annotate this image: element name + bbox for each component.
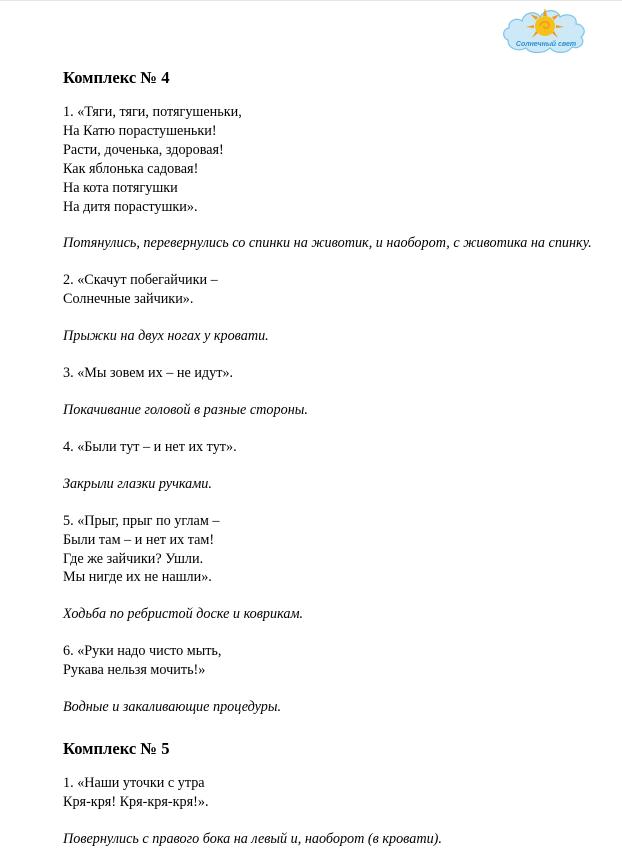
- verse-line: 6. «Руки надо чисто мыть,: [63, 643, 222, 660]
- complex-5-title: Комплекс № 5: [63, 738, 170, 758]
- complex-4-instruction-3: Покачивание головой в разные стороны.: [63, 401, 308, 418]
- complex-4-instruction-5: Ходьба по ребристой доске и коврикам.: [63, 606, 304, 623]
- logo-text: Солнечный свет: [515, 41, 577, 48]
- sun-cloud-logo-icon: [500, 2, 590, 56]
- verse-line: 1. «Тяги, тяги, потягушеньки,: [63, 104, 242, 120]
- verse-line: На дитя порастушки».: [63, 198, 198, 215]
- verse-line: Кря-кря! Кря-кря-кря!».: [63, 793, 209, 810]
- complex-4-instruction-2: Прыжки на двух ногах у кровати.: [63, 328, 269, 345]
- verse-line: 4. «Были тут – и нет их тут».: [63, 438, 237, 455]
- verse-line: 3. «Мы зовем их – не идут».: [63, 365, 234, 382]
- sun-circle: [535, 16, 555, 36]
- verse-line: На Катю порастушеньки!: [63, 122, 217, 139]
- complex-4-verse-2: [63, 271, 593, 309]
- complex-4-title: Комплекс № 4: [63, 68, 170, 87]
- complex-4-verse-6: [63, 642, 593, 680]
- verse-line: На кота потягушки: [63, 179, 178, 196]
- verse-line: Рукава нельзя мочить!»: [63, 662, 206, 679]
- complex-4-instruction-4: Закрыли глазки ручками.: [63, 475, 212, 492]
- complex-4-instruction-1: Потянулись, перевернулись со спинки на животик, и наоборот, с животика на спинку.: [63, 235, 592, 252]
- verse-line: Мы нигде их не нашли».: [63, 569, 212, 586]
- verse-line: Где же зайчики? Ушли.: [63, 550, 204, 567]
- verse-line: 2. «Скачут побегайчики –: [63, 272, 218, 289]
- complex-5-instruction-1: Повернулись с правого бока на левый и, наоборот (в кровати).: [63, 830, 442, 847]
- complex-5-verse-1: [63, 774, 593, 812]
- verse-line: 1. «Наши уточки с утра: [63, 774, 205, 791]
- document-body: [63, 68, 593, 849]
- complex-4-verse-3: [63, 364, 593, 383]
- verse-line: Солнечные зайчики».: [63, 291, 194, 308]
- complex-4-verse-5: [63, 512, 593, 588]
- top-border-line: [0, 0, 622, 1]
- complex-4-instruction-6: Водные и закаливающие процедуры.: [63, 699, 281, 716]
- verse-line: 5. «Прыг, прыг по углам –: [63, 512, 220, 529]
- verse-line: Были там – и нет их там!: [63, 531, 215, 548]
- solnechny-svet-logo: [500, 2, 590, 56]
- verse-line: Как яблонька садовая!: [63, 160, 199, 177]
- complex-4-verse-1: [63, 103, 593, 216]
- complex-4-verse-4: [63, 438, 593, 457]
- verse-line: Расти, доченька, здоровая!: [63, 141, 224, 158]
